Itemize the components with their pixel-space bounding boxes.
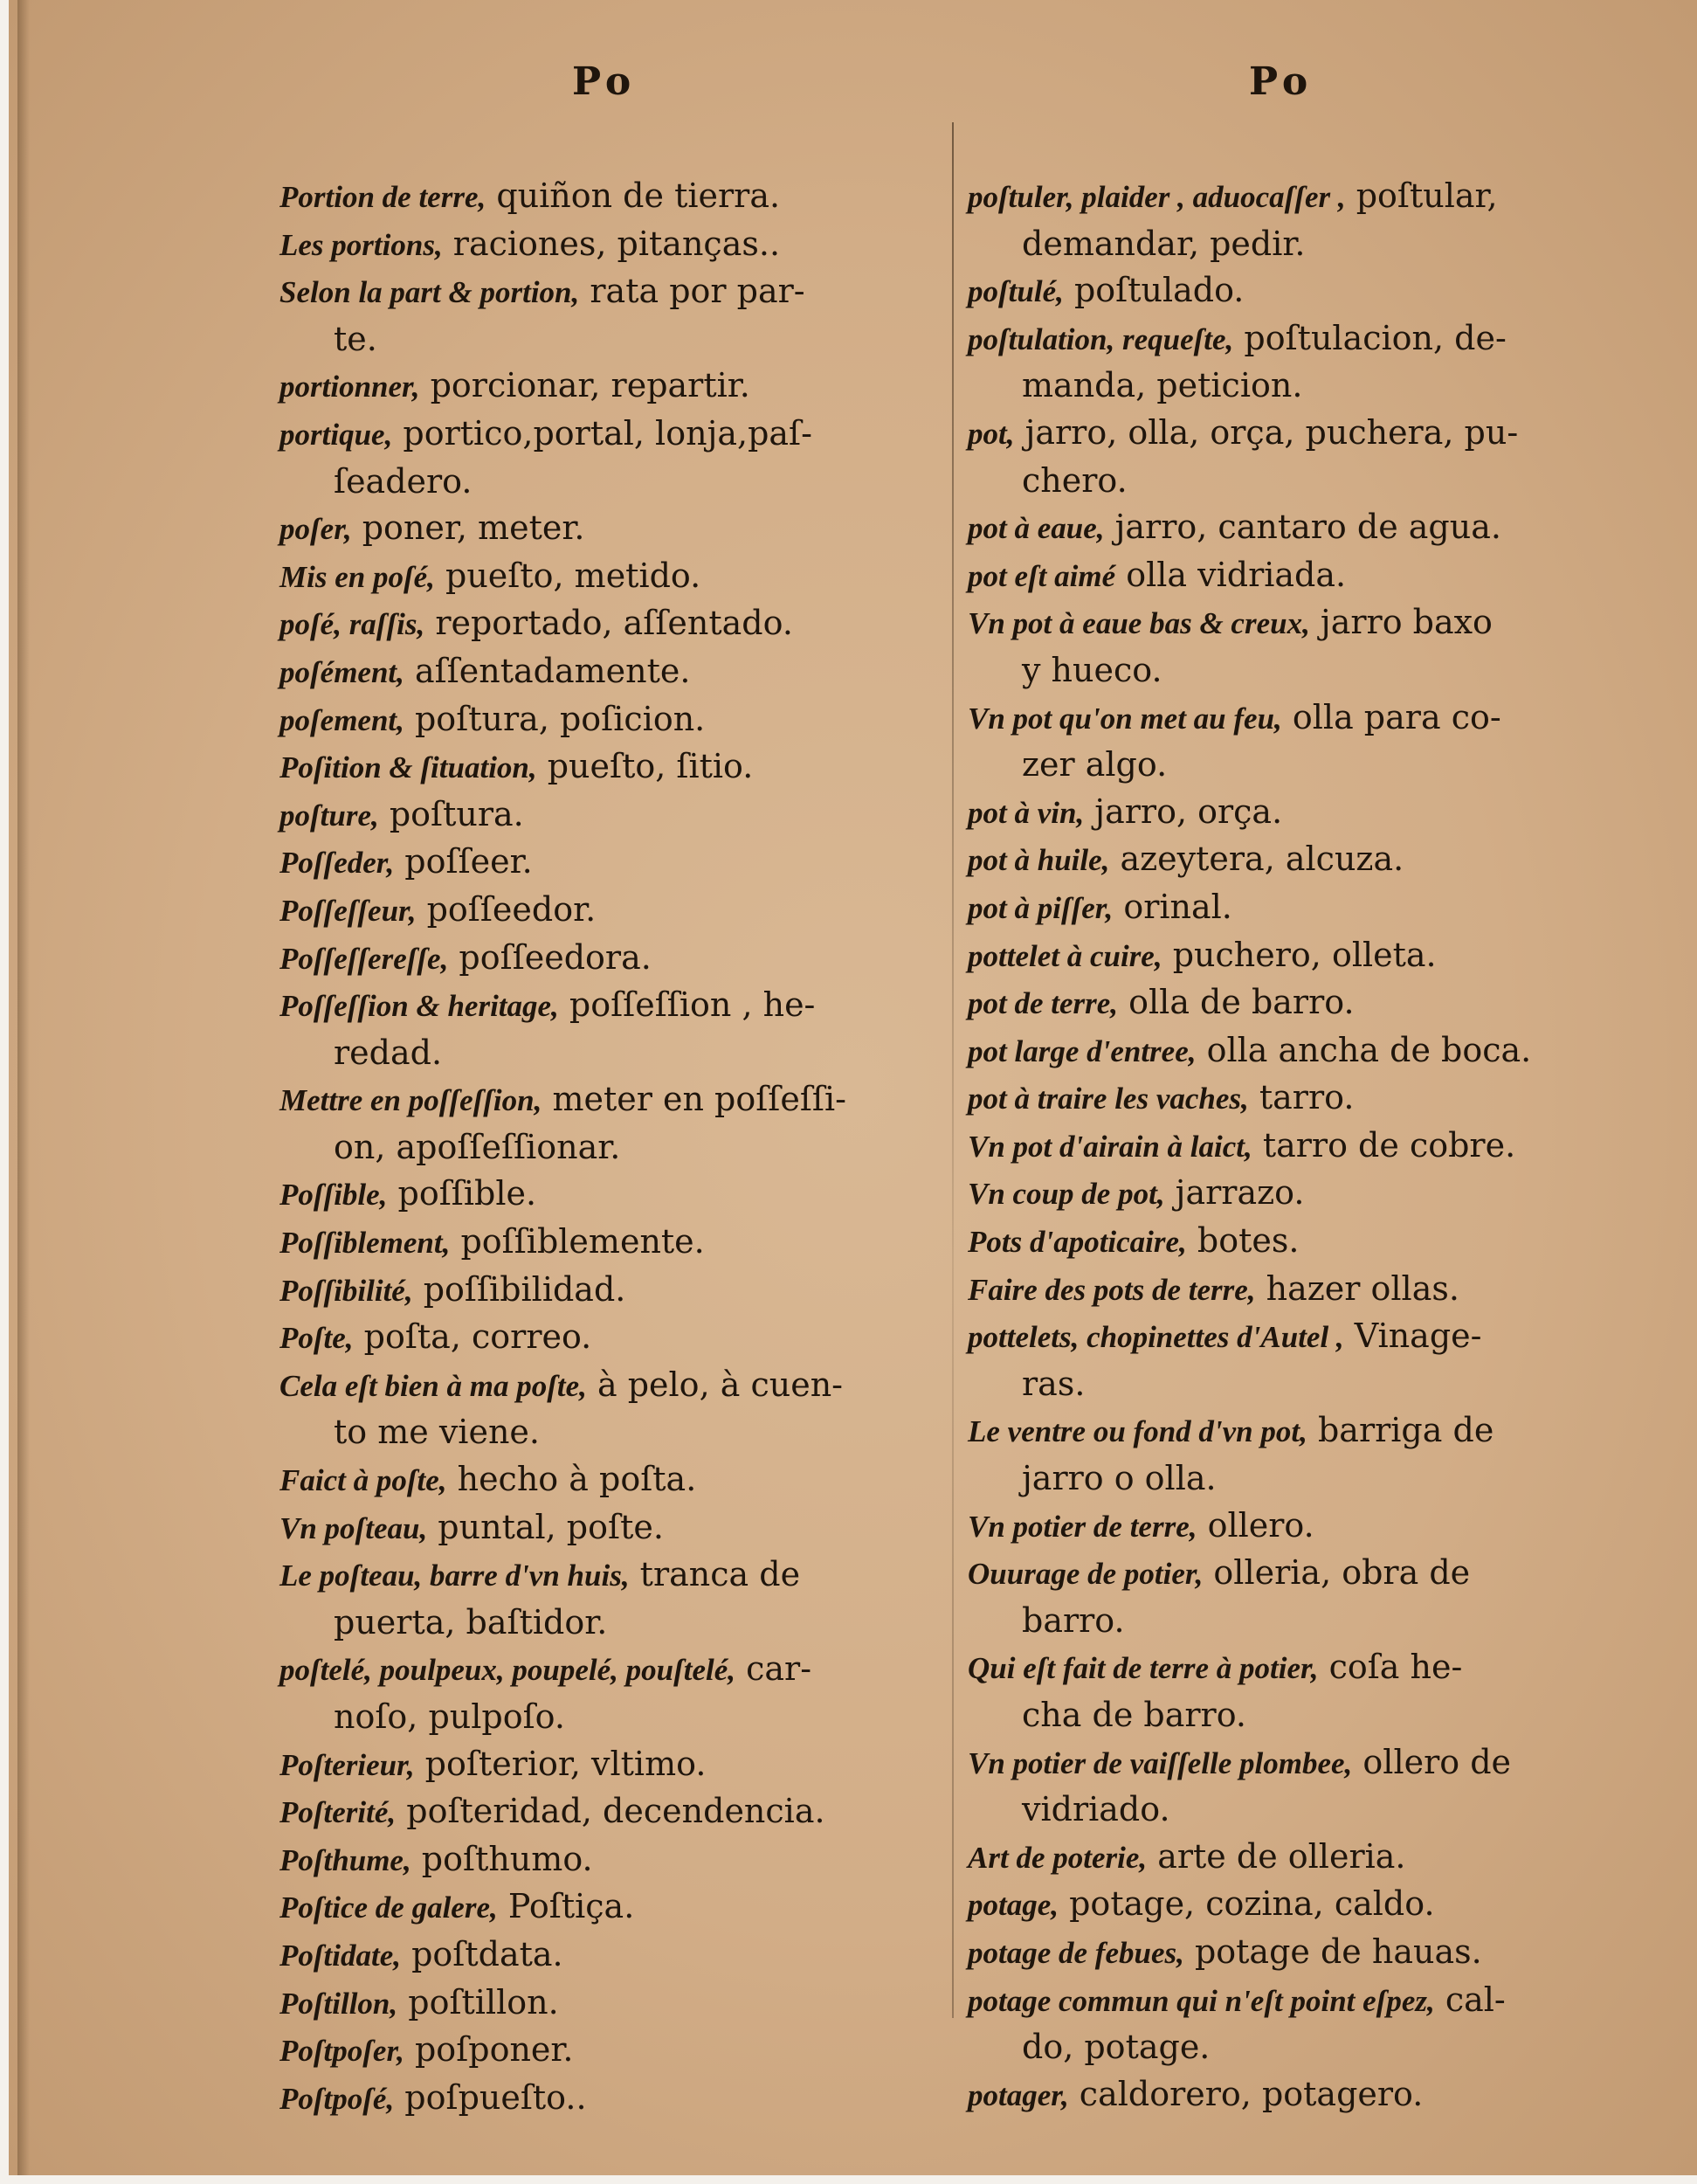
- entry-gloss: puchero, olleta.: [1172, 935, 1437, 974]
- entry-gloss: puntal, poſte.: [438, 1507, 664, 1546]
- dictionary-entry: [279, 791, 943, 840]
- entry-gloss: poſtura, poſicion.: [414, 699, 706, 738]
- entry-gloss: jarro, cantaro de agua.: [1114, 508, 1501, 547]
- dictionary-entry: [279, 743, 943, 791]
- page-gutter-shadow: [17, 0, 30, 2175]
- entry-term: Vn poſteau,: [279, 1510, 428, 1545]
- dictionary-entry: [279, 1836, 943, 1884]
- dictionary-entry: [279, 173, 943, 221]
- entry-term: pot à piſſer,: [968, 890, 1114, 925]
- entry-term: poſture,: [279, 798, 379, 833]
- entry-gloss: tarro de cobre.: [1262, 1125, 1516, 1165]
- left-column-header: Po: [572, 59, 637, 104]
- entry-term: Faire des pots de terre,: [968, 1272, 1256, 1307]
- dictionary-entry: [968, 1503, 1642, 1551]
- entry-term: Poſition & ſituation,: [279, 750, 537, 785]
- entry-term: Poſſeſſeur,: [279, 893, 417, 928]
- entry-gloss: olla de barro.: [1128, 983, 1355, 1022]
- entry-term: Poſſeſſion & heritage,: [279, 989, 559, 1024]
- dictionary-entry: [279, 1171, 943, 1219]
- entry-term: Art de poterie,: [968, 1840, 1148, 1875]
- entry-term: Le ventre ou fond d'vn pot,: [968, 1414, 1307, 1449]
- entry-gloss: poſſeſſion , he-: [569, 985, 816, 1025]
- entry-term: Le poſteau, barre d'vn huis,: [279, 1559, 630, 1593]
- entry-gloss: Vinage-: [1354, 1317, 1482, 1356]
- dictionary-entry: [968, 695, 1642, 789]
- entry-term: Poſtpoſer,: [279, 2034, 404, 2069]
- entry-term: potage commun qui n'eſt point eſpez,: [968, 1983, 1435, 2018]
- entry-term: Vn pot qu'on met au feu,: [968, 701, 1282, 736]
- column-divider-rule: [952, 122, 954, 2018]
- dictionary-entry: [968, 267, 1642, 315]
- dictionary-entry: [279, 268, 943, 363]
- dictionary-entry: [279, 2027, 943, 2075]
- dictionary-entry: [968, 1929, 1642, 1977]
- dictionary-entry: [279, 2075, 943, 2123]
- entry-gloss: botes.: [1197, 1221, 1300, 1261]
- entry-term: Qui eſt fait de terre à potier,: [968, 1651, 1319, 1686]
- entry-term: Les portions,: [279, 227, 443, 262]
- entry-continuation: jarro o olla.: [1022, 1459, 1217, 1498]
- dictionary-entry: [279, 1219, 943, 1267]
- dictionary-entry: [279, 600, 943, 648]
- entry-term: Poſthume,: [279, 1842, 411, 1877]
- dictionary-entry: [279, 1741, 943, 1789]
- entry-term: Pots d'apoticaire,: [968, 1225, 1187, 1260]
- entry-gloss: poſtillon.: [408, 1982, 559, 2022]
- entry-gloss: quiñon de tierra.: [496, 176, 781, 215]
- entry-gloss: porcionar, repartir.: [430, 366, 750, 405]
- dictionary-entry: [968, 599, 1642, 694]
- entry-term: Poſſible,: [279, 1178, 388, 1213]
- dictionary-entry: [968, 173, 1642, 267]
- entry-gloss: poſterior, vltimo.: [424, 1744, 707, 1783]
- entry-gloss: poſtura.: [389, 794, 524, 833]
- entry-term: poſé, raſſis,: [279, 607, 425, 642]
- dictionary-entry: [968, 1644, 1642, 1738]
- dictionary-entry: [968, 1027, 1642, 1075]
- dictionary-entry: [968, 1977, 1642, 2071]
- entry-gloss: potage, cozina, caldo.: [1069, 1884, 1435, 1924]
- dictionary-entry: [279, 1980, 943, 2028]
- entry-term: Poſſeder,: [279, 846, 395, 881]
- dictionary-entry: [279, 839, 943, 887]
- entry-continuation: ras.: [1022, 1364, 1086, 1403]
- entry-gloss: olla ancha de boca.: [1206, 1030, 1532, 1069]
- dictionary-entry: [968, 884, 1642, 932]
- entry-term: pot à traire les vaches,: [968, 1082, 1249, 1116]
- dictionary-entry: [968, 979, 1642, 1027]
- dictionary-entry: [279, 1362, 943, 1456]
- entry-gloss: car-: [746, 1649, 812, 1689]
- entry-term: portique,: [279, 417, 393, 452]
- entry-gloss: poſſiblemente.: [460, 1222, 705, 1261]
- entry-gloss: poſtular,: [1356, 176, 1498, 215]
- entry-gloss: jarro, orça.: [1094, 791, 1283, 831]
- entry-gloss: jarrazo.: [1175, 1173, 1305, 1213]
- entry-gloss: poſſeedor.: [426, 889, 597, 929]
- dictionary-entry: [968, 1313, 1642, 1407]
- entry-gloss: rata por par-: [590, 272, 805, 311]
- entry-gloss: cal-: [1445, 1980, 1506, 2019]
- entry-gloss: raciones, pitanças..: [452, 224, 781, 263]
- entry-term: poſtelé, poulpeux, poupelé, pouſtelé,: [279, 1653, 736, 1688]
- entry-continuation: cha de barro.: [1022, 1696, 1246, 1734]
- entry-gloss: poſteridad, decendencia.: [406, 1792, 825, 1831]
- entry-term: pottelet à cuire,: [968, 938, 1162, 973]
- entry-term: Ouurage de potier,: [968, 1557, 1204, 1592]
- left-entry-list: [279, 173, 943, 2122]
- entry-gloss: pueſto, metido.: [445, 556, 701, 595]
- dictionary-entry: [279, 1314, 943, 1362]
- dictionary-entry: [968, 1218, 1642, 1266]
- dictionary-entry: [279, 1932, 943, 1980]
- dictionary-entry: [968, 1550, 1642, 1644]
- entry-term: Mis en poſé,: [279, 559, 435, 594]
- entry-gloss: poſthumo.: [421, 1839, 593, 1878]
- entry-term: Mettre en poſſeſſion,: [279, 1083, 542, 1118]
- dictionary-entry: [279, 221, 943, 269]
- dictionary-entry: [279, 935, 943, 983]
- entry-gloss: portico,portal, lonja,paſ-: [403, 413, 812, 453]
- dictionary-entry: [968, 836, 1642, 884]
- entry-continuation: manda, peticion.: [1022, 366, 1303, 405]
- entry-gloss: olla vidriada.: [1126, 555, 1347, 594]
- entry-continuation: zer algo.: [1022, 745, 1168, 784]
- entry-gloss: poſta, correo.: [363, 1317, 592, 1357]
- dictionary-entry: [968, 932, 1642, 980]
- dictionary-entry: [279, 887, 943, 935]
- entry-gloss: ollero.: [1207, 1505, 1314, 1545]
- entry-gloss: ollero de: [1362, 1742, 1512, 1781]
- dictionary-entry: [279, 1646, 943, 1740]
- right-entry-list: [968, 173, 1642, 2118]
- entry-term: pot à huile,: [968, 843, 1110, 878]
- dictionary-entry: [279, 1076, 943, 1171]
- entry-gloss: Poſtiça.: [507, 1887, 635, 1926]
- dictionary-entry: [968, 1170, 1642, 1218]
- entry-term: poſement,: [279, 702, 404, 737]
- dictionary-entry: [279, 1456, 943, 1504]
- entry-term: Poſſeſſereſſe,: [279, 941, 449, 976]
- entry-gloss: poner, meter.: [362, 508, 585, 548]
- entry-term: portionner,: [279, 370, 420, 404]
- entry-gloss: hazer ollas.: [1266, 1268, 1459, 1308]
- dictionary-entry: [968, 1266, 1642, 1314]
- entry-term: pot à vin,: [968, 795, 1085, 830]
- dictionary-entry: [279, 1552, 943, 1646]
- entry-term: pot à eaue,: [968, 511, 1105, 546]
- entry-term: poſtulation, requeſte,: [968, 321, 1234, 356]
- entry-term: pot eſt aimé: [968, 558, 1116, 593]
- entry-gloss: hecho à poſta.: [457, 1460, 697, 1499]
- entry-gloss: poſſeer.: [404, 842, 533, 881]
- dictionary-entry: [968, 410, 1642, 504]
- entry-gloss: poſpueſto..: [404, 2077, 587, 2117]
- entry-gloss: azeytera, alcuza.: [1120, 840, 1404, 879]
- dictionary-entry: [279, 411, 943, 505]
- dictionary-entry: [968, 2071, 1642, 2119]
- book-page: [9, 0, 1697, 2175]
- entry-term: Cela eſt bien à ma poſte,: [279, 1368, 587, 1403]
- entry-term: poſtulé,: [968, 274, 1064, 309]
- entry-term: Selon la part & portion,: [279, 275, 580, 310]
- entry-gloss: coſa he-: [1328, 1648, 1463, 1687]
- dictionary-entry: [279, 1504, 943, 1552]
- entry-continuation: noſo, pulpoſo.: [334, 1697, 565, 1736]
- entry-gloss: jarro baxo: [1320, 603, 1493, 642]
- entry-term: poſer,: [279, 512, 352, 547]
- entry-gloss: poſtulacion, de-: [1244, 318, 1507, 357]
- entry-continuation: te.: [334, 319, 377, 358]
- entry-term: potage de febues,: [968, 1935, 1184, 1970]
- entry-term: Vn potier de terre,: [968, 1509, 1197, 1544]
- entry-gloss: arte de olleria.: [1157, 1836, 1406, 1876]
- entry-gloss: tranca de: [639, 1555, 801, 1594]
- dictionary-entry: [968, 1407, 1642, 1502]
- entry-continuation: y hueco.: [1022, 650, 1162, 689]
- entry-term: Poſte,: [279, 1321, 354, 1356]
- entry-gloss: reportado, aſſentado.: [435, 604, 793, 643]
- entry-term: pot de terre,: [968, 986, 1119, 1021]
- entry-gloss: poſponer.: [414, 2030, 574, 2070]
- dictionary-entry: [279, 696, 943, 744]
- dictionary-entry: [279, 648, 943, 696]
- dictionary-entry: [279, 1267, 943, 1315]
- entry-gloss: meter en poſſeſſi-: [552, 1080, 846, 1119]
- dictionary-entry: [968, 552, 1642, 600]
- dictionary-entry: [279, 505, 943, 553]
- dictionary-entry: [968, 1739, 1642, 1834]
- entry-continuation: do, potage.: [1022, 2028, 1211, 2067]
- entry-term: pot large d'entree,: [968, 1033, 1197, 1068]
- entry-gloss: barriga de: [1317, 1411, 1494, 1450]
- entry-continuation: vidriado.: [1022, 1790, 1170, 1829]
- entry-continuation: redad.: [334, 1033, 443, 1072]
- entry-term: Vn pot d'airain à laict,: [968, 1129, 1252, 1164]
- dictionary-entry: [968, 789, 1642, 837]
- entry-gloss: tarro.: [1259, 1078, 1355, 1117]
- entry-term: Poſterité,: [279, 1795, 397, 1830]
- dictionary-entry: [279, 553, 943, 601]
- entry-continuation: on, apoſſeſſionar.: [334, 1127, 621, 1166]
- entry-term: poſtuler, plaider , aduocaſſer ,: [968, 180, 1346, 214]
- entry-term: Vn potier de vaiſſelle plombee,: [968, 1745, 1353, 1780]
- entry-term: Poſtidate,: [279, 1938, 401, 1973]
- entry-term: Poſtice de galere,: [279, 1890, 498, 1925]
- entry-continuation: to me viene.: [334, 1413, 540, 1452]
- entry-gloss: potage de hauas.: [1194, 1932, 1482, 1971]
- dictionary-entry: [968, 1075, 1642, 1123]
- entry-gloss: aſſentadamente.: [414, 651, 691, 690]
- entry-term: Vn coup de pot,: [968, 1177, 1165, 1212]
- dictionary-entry: [279, 1788, 943, 1836]
- entry-continuation: chero.: [1022, 460, 1128, 500]
- entry-term: pottelets, chopinettes d'Autel ,: [968, 1320, 1344, 1355]
- entry-gloss: poſſeedora.: [459, 937, 652, 977]
- right-column-header: Po: [1249, 59, 1314, 104]
- entry-gloss: poſſibilidad.: [423, 1269, 626, 1309]
- entry-continuation: puerta, baſtidor.: [334, 1602, 608, 1641]
- entry-term: Poſſiblement,: [279, 1226, 451, 1261]
- entry-gloss: pueſto, ſitio.: [547, 747, 754, 786]
- entry-continuation: ſeadero.: [334, 461, 473, 501]
- entry-gloss: olleria, obra de: [1213, 1553, 1471, 1593]
- entry-term: Poſterieur,: [279, 1747, 415, 1782]
- entry-continuation: demandar, pedir.: [1022, 224, 1306, 263]
- entry-gloss: orinal.: [1123, 887, 1232, 926]
- entry-gloss: poſtdata.: [411, 1934, 563, 1973]
- dictionary-entry: [279, 363, 943, 411]
- entry-term: potager,: [968, 2077, 1069, 2112]
- dictionary-entry: [968, 315, 1642, 410]
- entry-term: Portion de terre,: [279, 180, 486, 214]
- entry-term: pot,: [968, 416, 1015, 451]
- entry-gloss: olla para co-: [1292, 697, 1501, 736]
- dictionary-entry: [968, 504, 1642, 552]
- entry-gloss: caldorero, potagero.: [1079, 2074, 1424, 2113]
- entry-term: Poſtpoſé,: [279, 2081, 395, 2116]
- dictionary-entry: [279, 1883, 943, 1932]
- entry-gloss: poſſible.: [397, 1174, 537, 1213]
- entry-continuation: barro.: [1022, 1600, 1125, 1640]
- entry-term: poſément,: [279, 654, 404, 689]
- dictionary-entry: [279, 982, 943, 1076]
- entry-term: Vn pot à eaue bas & creux,: [968, 606, 1310, 641]
- dictionary-entry: [968, 1123, 1642, 1171]
- entry-gloss: poſtulado.: [1073, 271, 1245, 310]
- dictionary-entry: [968, 1834, 1642, 1882]
- dictionary-entry: [968, 1881, 1642, 1929]
- entry-term: Poſtillon,: [279, 1986, 398, 2021]
- entry-gloss: jarro, olla, orça, puchera, pu-: [1024, 412, 1519, 452]
- entry-gloss: à pelo, à cuen-: [597, 1365, 844, 1404]
- entry-term: potage,: [968, 1888, 1059, 1923]
- entry-term: Poſſibilité,: [279, 1273, 413, 1308]
- entry-term: Faict à poſte,: [279, 1463, 447, 1498]
